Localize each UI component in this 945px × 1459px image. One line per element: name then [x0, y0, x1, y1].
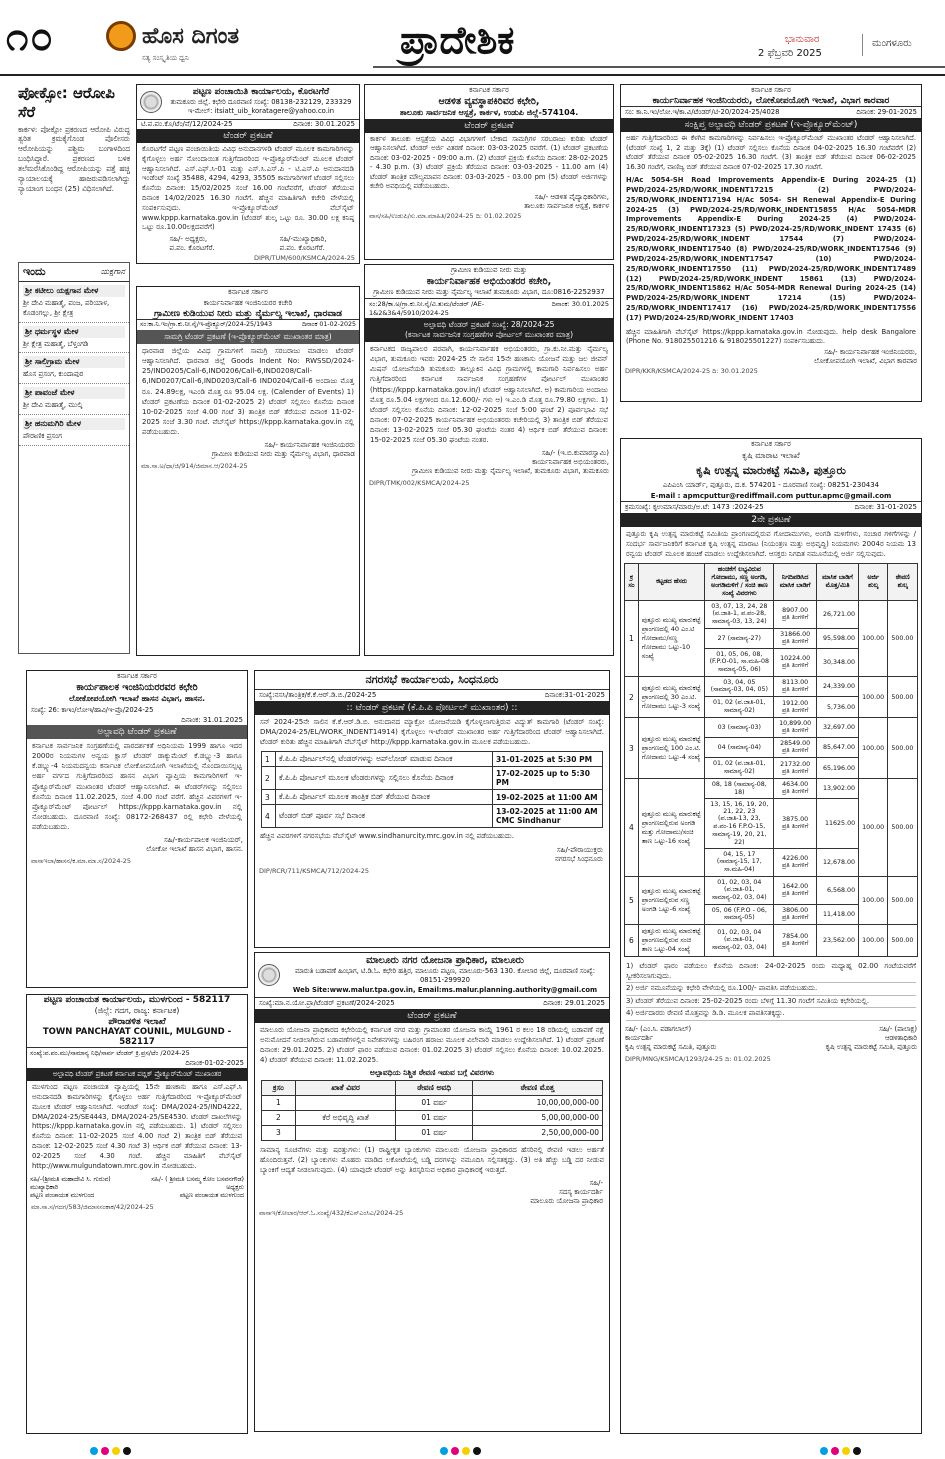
- ad-bar: ಟೆಂಡರ್ ಪ್ರಕಟಣೆ: [137, 129, 359, 143]
- building-name: ಪುತ್ತೂರು ಮುಖ್ಯ ಮಾರುಕಟ್ಟೆ ಪ್ರಾಂಗಣದಲ್ಲಿ 100 ಎಂ.ಟಿ. ಗೋದಾಮು ಒಟ್ಟು-4 ಸಂಖ್ಯೆ: [638, 718, 705, 779]
- ad-ref: ಸಂ:ಕಾ.ನಿ.ಇಂ/ಗ್ರಾ.ಕು.ನೀ.ನೈ/ಇ-ಪ್ರೊಕ್ಯೂರ್/2024-25/1943: [140, 321, 273, 328]
- ad-works-list: H/Ac 5054-SH Road Improvements Appendix-E During 2024-25 (1) PWD/2024-25/RD/WORK_INDENT17215 (2) PWD/2024-25/RD/WORK_INDENT17194 H/Ac 5054- SH Renewal Appendix-E During 2024-25 (3) PWD/2024-25/RD/WORK_INDENT15855 H/Ac 5054-MDR Improvements Appendix-E During 2024-25 (4) PWD/2024-25/RD/WORK_INDENT17323 (5) PWD/2024-25/RD/WORK_INDENT 17435 (6) PWD/2024-25/RD/WORK_INDENT 17544 (7) PWD/2024-25/RD/WORK_INDENT17540 (8) PWD/2024-25/RD/WORK_INDENT17546 (9) PWD/2024-25/RD/WORK_INDENT17547 (10) PWD/2024-25/RD/WORK_INDENT17550 (11) PWD/2024-25/RD/WORK_INDENT17489 (12) PWD/2024-25/RD/WORK_INDENT 15861 (13) PWD/2024-25/RD/WORK_INDENT15862 H/Ac 5054-MDR Renewal During 2024-25 (14) PWD/2024-25/RD/WORK_INDENT 17214 (15) PWD/2024-25/RD/WORK_INDENT17417 (16) PWD/2024-25/RD/WORK_INDENT17556 (17) PWD/2024-25/RD/WORK_INDENT 17403: [626, 176, 916, 322]
- event-item: [19, 384, 129, 415]
- section-title: ಪ್ರಾದೇಶಿಕ: [400, 18, 515, 62]
- ad-signature: ಸಹಿ/-ಪೌರಾಯುಕ್ತರು ನಗರಸಭೆ ಸಿಂಧನೂರು: [554, 845, 603, 863]
- ad-dharwad-water: [136, 286, 360, 656]
- application-fee: 100.00: [859, 877, 888, 925]
- ad-org: ನಗರಸಭೆ ಕಾರ್ಯಾಲಯ, ಸಿಂಧನೂರು: [365, 673, 499, 686]
- row-number: 1: [625, 601, 639, 677]
- ad-address: ತುಮಕೂರು ಜಿಲ್ಲೆ. ಕಛೇರಿ ದೂರವಾಣಿ ಸಂಖ್ಯೆ: 08138-232129, 233329 ಇ-ಮೇಲ್: itsiatt_uib_koratagere@yahoo.co.in: [170, 98, 352, 115]
- table-heading: ಅಲ್ಪಾವಧಿಯ ನಿಶ್ಚಿತ ಠೇವಣಿ ಇಡುವ ಬಗ್ಗೆ ವಿವರಗಳು: [369, 1067, 495, 1077]
- rent-limit: 24,339.00: [816, 677, 858, 697]
- event-item: [19, 323, 129, 354]
- ad-address: ಲೋಕೋಪಯೋಗಿ ಇಲಾಖೆ ಹಾಸನ ವಿಭಾಗ, ಹಾಸನ.: [68, 694, 206, 703]
- schedule-label: ಕೆ.ಪಿ.ಪಿ ಪೋರ್ಟಲ್ ಮೂಲಕ ತಾಂತ್ರಿಕ ಬಿಡ್ ತೆರೆಯುವ ದಿನಾಂಕ: [276, 790, 493, 805]
- events-heading: ಇಂದು: [23, 265, 46, 278]
- ad-mulgund: [26, 994, 248, 1434]
- unit-details: 05, 06 (F.P.O - 06, ಸಾಮಾನ್ಯ-05): [705, 905, 774, 925]
- unit-details: 03, 04, 05 (ಸಾಮಾನ್ಯ-03, 04, 05): [705, 677, 774, 697]
- ad-body: ಮುಳಗುಂದ ಪಟ್ಟಣ ಪಂಚಾಯತ ವ್ಯಾಪ್ತಿಯಲ್ಲಿ 15ನೇ ಹಣಕಾಸು ಹಾಗೂ ಎಸ್.ಎಫ್.ಸಿ ಅನುದಾನದಡಿ ಕಾಮಗಾರಿಗಳನ್ನು ಕೈಗೊಳ್ಳಲು ಅರ್ಹ ಗುತ್ತಿಗೆದಾರರಿಂದ ಇ-ಪ್ರೊಕ್ಯೂರ್‌ಮೆಂಟ್ ಮೂಲಕ ಟೆಂಡರ್ ಆಹ್ವಾನಿಸಲಾಗಿದೆ. ಇಂಡೆಂಟ್ ಸಂಖ್ಯೆ: DMA/2024-25/IND4222, DMA/2024-25/SE4443, DMA/2024-25/SE4530. ಟೆಂಡರ್ ದಾಖಲೆಗಳನ್ನು https://kppp.karnataka.gov.in ನಲ್ಲಿ ಪಡೆಯಬಹುದು. 1) ಟೆಂಡರ್ ಸಲ್ಲಿಸಲು ಕೊನೆಯ ದಿನಾಂಕ: 11-02-2025 ಸಂಜೆ 4.00 ಗಂಟೆ 2) ತಾಂತ್ರಿಕ ಬಿಡ್ ತೆರೆಯುವ ದಿನಾಂಕ: 12-02-2025 ಸಂಜೆ 4.30 ಗಂಟೆ 3) ಆರ್ಥಿಕ ಬಿಡ್ ತೆರೆಯುವ ದಿನಾಂಕ: 13-02-2025 ಸಂಜೆ 4.30 ಗಂಟೆ. ಹೆಚ್ಚಿನ ಮಾಹಿತಿಗೆ ವೆಬ್‌ಸೈಟ್ http://www.mulgundatown.mrc.gov.in ನೋಡಬಹುದು.: [32, 1083, 242, 1170]
- logo-name: ಹೊಸ ದಿಗಂತ: [142, 23, 240, 49]
- ad-body: ಸನ್ 2024-25ನೇ ಸಾಲಿನ ಕೆ.ಕೆ.ಆರ್.ಡಿ.ಬಿ. ಅನುದಾನದ ಮ್ಯಾಕ್ರೋ ಯೋಜನೆಯಡಿ ಕೈಗೊಳ್ಳಲಾಗುತ್ತಿರುವ ವಿದ್ಯುತ್ ಕಾಮಗಾರಿ (ಟೆಂಡರ್ ಸಂಖ್ಯೆ: DMA/2024-25/EL/WORK_INDENT14914) ಕೈಗೊಳ್ಳಲು ಇ-ಟೆಂಡರ್ ಮುಖಾಂತರ ಅರ್ಹ ಗುತ್ತಿಗೆದಾರರಿಂದ ಟೆಂಡರ್ ಆಹ್ವಾನಿಸಲಾಗಿದೆ. ಟೆಂಡರ್ ಕುರಿತು ಹೆಚ್ಚಿನ ಮಾಹಿತಿಗಾಗಿ ವೆಬ್‌ಸೈಟ್ http://kppp.karnataka.gov.in ಮೂಲಕ ಪಡೆಯಬಹುದು.: [260, 718, 604, 747]
- logo-tagline: ಸತ್ಯ ಸಂಸ್ಕೃತಿಯ ಧ್ವನಿ: [142, 54, 189, 62]
- table-header: ಠೇವಣಿ ಮೊತ್ತ: [472, 1080, 602, 1095]
- ad-body: ಕಾರ್ಕಳ ತಾಲೂಕು ಆಸ್ಪತ್ರೆಯ ವಿವಿಧ ವಿಭಾಗಗಳಿಗೆ ಬೇಕಾದ ಸಾಮಗ್ರಿಗಳ ಸರಬರಾಜು ಕುರಿತು ಟೆಂಡರ್ ಆಹ್ವಾನಿಸಲಾಗಿದೆ. ಟೆಂಡರ್ ಅರ್ಜಿ ವಿತರಣೆ ದಿನಾಂಕ: 03-03-2025 ರವರೆಗೆ. (1) ಟೆಂಡರ್ ಪ್ರಕಟಣೆಯ ದಿನಾಂಕ: 03-02-2025 - 09:00 a.m. (2) ಟೆಂಡರ್ ಪ್ರಕ್ರಿಯೆ ಕೊನೆಯ ದಿನಾಂಕ: 28-02-2025 - 4.30 p.m. (3) ಟೆಂಡರ್ ಪ್ರಕ್ರಿಯೆ ತೆರೆಯುವ ದಿನಾಂಕ: 03-03-2025 - 11.00 am (4) ಟೆಂಡರ್ ತಾಂತ್ರಿಕ ಮೌಲ್ಯಮಾಪನ ದಿನಾಂಕ: 03-03-2025 - 03.00 pm (5) ಟೆಂಡರ್ ಅರ್ಜಿಗಳನ್ನು ಕಚೇರಿ ಅವಧಿಯಲ್ಲಿ ಪಡೆಯಬಹುದು.: [370, 135, 608, 190]
- newspaper-logo[interactable]: [106, 18, 306, 62]
- rent-limit: 6,568.00: [816, 877, 858, 905]
- table-header: ಅರ್ಜಿ ಶುಲ್ಕ: [859, 564, 888, 601]
- event-title: ಶ್ರೀ ಪಾವಂಜೆ ಮೇಳ: [23, 387, 125, 399]
- ad-ref: ಸಂಖ್ಯೆ:ಪ.ಪಂ.ಮು/ಸಾಮಾನ್ಯ ನಿಧಿ/ಸಾರ್ವ ಟೆಂಡರ್ ಕ್ರಿ.ಪ್ರಸ/ಟೆಂ /2024-25: [27, 1047, 247, 1059]
- ad-org: ಮಾಲೂರು ನಗರ ಯೋಜನಾ ಪ್ರಾಧಿಕಾರ, ಮಾಲೂರು: [366, 955, 524, 966]
- ad-footer: ವಾಸಾಇಲಾ/ಹಾಸನ/ಕ.ಮಾ.ಮಾ.ಸ/2024-25: [31, 857, 132, 866]
- schedule-value: 13-02-2025 at 11:00 AM CMC Sindhanur: [493, 805, 603, 828]
- table-cell: 5,00,00,000-00: [472, 1110, 602, 1125]
- schedule-row: [262, 752, 603, 767]
- ad-address: ತಾಲೂಕು ಸಾರ್ವಜನಿಕ ಆಸ್ಪತ್ರೆ, ಕಾರ್ಕಳ, ಉಡುಪಿ ಜಿಲ್ಲೆ-574104.: [399, 108, 579, 117]
- monthly-rent: 31866.00 ಪ್ರತಿ ತಿಂಗಳಿಗೆ: [774, 629, 817, 649]
- monthly-rent: 4634.00 ಪ್ರತಿ ತಿಂಗಳಿಗೆ: [774, 779, 817, 799]
- page-number: ೧೦: [6, 14, 55, 60]
- table-cell: 2: [262, 1110, 296, 1125]
- ad-ref: ಟಿ.ಪ.ಪಂ.ಕೊ/ಟೆಂ/ವೆ/12/2024-25: [141, 120, 233, 128]
- ad-org: ಆಡಳಿತ ವ್ಯವಸ್ಥಾಪಕಿರಿವರ ಕಛೇರಿ,: [438, 96, 540, 107]
- row-number: 3: [625, 718, 639, 779]
- building-name: ಪುತ್ತೂರು ಮುಖ್ಯ ಮಾರುಕಟ್ಟೆ ಪ್ರಾಂಗಣದಲ್ಲಿ 30 ಎಂ.ಟಿ. ಗೋದಾಮು ಒಟ್ಟು-3 ಸಂಖ್ಯೆ: [638, 677, 705, 718]
- ad-signature-left: ಸಹಿ/- ಅಧ್ಯಕ್ಷರು, ಪ.ಪಂ. ಕೊರಟಗೆರೆ.: [169, 235, 215, 253]
- table-cell: ಕೆರೆ ಅಭಿವೃದ್ಧಿ ಖಾತೆ: [295, 1110, 396, 1125]
- ad-signature-right: ಸಹಿ/- ( ಶ್ರೀಮತಿ ಬಸಮ್ಮ ಕೋಂ ಬಸವನಗೌಡ) ಅಧ್ಯಕ್ಷರು ಪಟ್ಟಣ ಪಂಚಾಯತ ಮುಳಗುಂದ: [151, 1175, 244, 1199]
- unit-details: 01, 02 (ಪ.ಜಾತಿ-01, ಸಾಮಾನ್ಯ-02): [705, 697, 774, 718]
- ad-sindhanur: [254, 670, 610, 948]
- schedule-table: [261, 751, 603, 828]
- building-name: ಪುತ್ತೂರು ಮುಖ್ಯ ಮಾರುಕಟ್ಟೆ ಪ್ರಾಂಗಣದಲ್ಲಿ 40 ಎಂ.ಟಿ ಗೋದಾಮು/ಸಣ್ಣ ಗೋದಾಮು ಒಟ್ಟು-10 ಸಂಖ್ಯೆ: [638, 601, 705, 677]
- ad-bar: 2ನೇ ಪ್ರಕಟಣೆ: [621, 513, 921, 527]
- table-header: ನಿಗದಿಪಡಿಸಿದ ಮಾಸಿಕ ಬಾಡಿಗೆ: [774, 564, 817, 601]
- table-cell: 1: [262, 1095, 296, 1110]
- ad-footer: DIPR/TMK/002/KSMCA/2024-25: [369, 479, 470, 488]
- row-number: 6: [625, 925, 639, 957]
- news-body: ಕಾರ್ಕಳ: ಪೋಕ್ಸೋ ಪ್ರಕರಣದ ಆರೋಪಿ ವಿರುದ್ಧ ತ್ವರಿತ ಕ್ರಮಕೈಗೊಂಡ ಪೊಲೀಸರು ಆರೋಪಿಯನ್ನು ಪಶ್ಚಿಮ ಬಂಗಾಳದಿಂದ ಬಂಧಿಸಿದ್ದಾರೆ. ಪ್ರಕರಣದ ಬಳಿಕ ತಲೆಮರೆಸಿಕೊಂಡಿದ್ದ ಆರೋಪಿಯನ್ನು ಪತ್ತೆ ಹಚ್ಚಿ ನ್ಯಾಯಾಲಯಕ್ಕೆ ಹಾಜರುಪಡಿಸಲಾಗಿದ್ದು ನ್ಯಾಯಾಂಗ ಬಂಧನ (25) ವಿಧಿಸಲಾಗಿದೆ.: [18, 124, 130, 193]
- title-underline: [373, 66, 945, 68]
- ad-body: ಅರ್ಹ ಗುತ್ತಿಗೆದಾರರಿಂದ ಈ ಕೆಳಗಿನ ಕಾಮಗಾರಿಗಳನ್ನು ನಿರ್ವಹಿಸಲು ಇ-ಪ್ರೊಕ್ಯೂರ್‌ಮೆಂಟ್ ಮುಖಾಂತರ ಟೆಂಡರ್ ಆಹ್ವಾನಿಸಲಾಗಿದೆ. (ಟೆಂಡರ್ ಸಂಖ್ಯೆ 1, 2 ಮತ್ತು 3ಕ್ಕೆ) (1) ಟೆಂಡರ್ ಸಲ್ಲಿಸಲು ಕೊನೆಯ ದಿನಾಂಕ 04-02-2025 16.30 ಗಂಟೆವರೆಗೆ (2) ಟೆಂಡರ್ ತೆರೆಯುವ ದಿನಾಂಕ 05-02-2025 16.30 ಗಂಟೆಗೆ. (3) ತಾಂತ್ರಿಕ ಬಿಡ್ ತೆರೆಯುವ ದಿನಾಂಕ 06-02-2025 16.30 ಗಂಟೆಗೆ, ವಾಣಿಜ್ಯ ಬಿಡ್ ತೆರೆಯುವ ದಿನಾಂಕ 07-02-2025 17.30 ಗಂಟೆಗೆ.: [626, 134, 916, 171]
- event-item: [19, 353, 129, 384]
- schedule-number: 2: [262, 767, 276, 790]
- table-header: ಠೇವಣಿ ಅವಧಿ: [396, 1080, 472, 1095]
- ad-bar: :: ಟೆಂಡರ್ ಪ್ರಕಟಣೆ (ಕೆ.ಪಿ.ಪಿ ಪೋರ್ಟಲ್ ಮುಖಾಂತರ) ::: [255, 701, 609, 715]
- rent-limit: 65,196.00: [816, 758, 858, 779]
- application-fee: 100.00: [859, 779, 888, 877]
- date-label: 2 ಫೆಬ್ರವರಿ 2025: [758, 48, 822, 59]
- condition-item: 2) ಅರ್ಜಿ ನಮೂನೆಯನ್ನು ಕಛೇರಿ ವೇಳೆಯಲ್ಲಿ ರೂ.100/- ಪಾವತಿಸಿ ಪಡೆಯಬಹುದು.: [626, 983, 916, 995]
- ad-sub: ಕಾರ್ಯನಿರ್ವಾಹಕ ಇಂಜಿನಿಯರರ ಕಚೇರಿ: [203, 299, 293, 307]
- ad-date: ದಿನಾಂಕ:31-01-2025: [544, 691, 605, 699]
- unit-details: 01, 05, 06, 08, (F.P.O-01, ಸಾ.ಮಹಿ-08 ಸಾಮಾನ್ಯ-05, 06): [705, 649, 774, 677]
- ad-body: ಕೊರಟಗೆರೆ ಪಟ್ಟಣ ಪಂಚಾಯಿತಿಯ ವಿವಿಧ ಅನುದಾನಗಳಡಿ ಟೆಂಡರ್ ಮೂಲಕ ಕಾಮಗಾರಿಗಳನ್ನು ಕೈಗೊಳ್ಳಲು ಅರ್ಹ ನೋಂದಾಯಿತ ಗುತ್ತಿಗೆದಾರರಿಂದ ಇ-ಪ್ರೊಕ್ಯೂರ್‌ಮೆಂಟ್ ಮೂಲಕ ಟೆಂಡರ್ ಆಹ್ವಾನಿಸಲಾಗಿದೆ. ಎಸ್.ಎಫ್.ಸಿ-01 ಮತ್ತು ಎಸ್.ಸಿ.ಎಸ್.ಪಿ - ಟಿ.ಎಸ್.ಪಿ ಅನುದಾನದಡಿ ಇಂಡೆಂಟ್ ಸಂಖ್ಯೆ 35488, 4294, 4293, 35505 ಕಾಮಗಾರಿಗಳಿಗೆ ಟೆಂಡರ್ ಸಲ್ಲಿಸಲು ಕೊನೆಯ ದಿನಾಂಕ: 15/02/2025 ಸಂಜೆ 16.00 ಗಂಟೆವರೆಗೆ, ಟೆಂಡರ್ ತೆರೆಯುವ ದಿನಾಂಕ 14/02/2025 16.30 ಗಂಟೆಗೆ. ಹೆಚ್ಚಿನ ಮಾಹಿತಿಗಾಗಿ ಕಚೇರಿ ವೇಳೆಯಲ್ಲಿ ಸಂಪರ್ಕಿಸುವುದು. ಇ-ಪ್ರೊಕ್ಯೂರ್‌ಮೆಂಟ್ ವೆಬ್‌ಸೈಟ್ www.kppp.karnataka.gov.in (ಟೆಂಡರ್ ಶುಲ್ಕ ಒಟ್ಟು ರೂ. 30.00 ಲಕ್ಷ ಕನಿಷ್ಠ ಒಟ್ಟು ರೂ.10.00ಲಕ್ಷದವರೆಗೆ): [142, 145, 354, 232]
- ad-org: ಕಾರ್ಯಪಾಲಕ ಇಂಜಿನಿಯರರವರ ಕಛೇರಿ: [76, 682, 198, 693]
- ad-web: Web Site:www.malur.tpa.gov.in, Email:ms.malur.planning.authority@gmail.com: [292, 986, 598, 994]
- condition-item: 1) ಟೆಂಡರ್ ಫಾರಂ ಪಡೆಯಲು ಕೊನೆಯ ದಿನಾಂಕ: 24-02-2025 ರಂದು ಮಧ್ಯಾಹ್ನ 02.00 ಗಂಟೆಯವರೆಗೆ ಸ್ವೀಕರಿಸಲಾಗುವುದು.: [626, 961, 916, 983]
- ad-signature: ಸಹಿ/- ಕಾರ್ಯನಿರ್ವಾಹಕ ಇಂಜಿನಿಯರರು, ಲೋಕೋಪಯೋಗಿ ಇಲಾಖೆ, ವಿಭಾಗ ಕಾರವಾರ: [813, 348, 917, 366]
- ad-org: ಕಾರ್ಯನಿರ್ವಾಹಕ ಇಂಜಿನಿಯರರು, ಲೋಕೋಪಯೋಗಿ ಇಲಾಖೆ, ವಿಭಾಗ ಕಾರವಾರ: [652, 96, 890, 106]
- table-row: [625, 601, 918, 629]
- ad-sub: (ಜಿಲ್ಲೆ: ಗದಗ, ರಾಜ್ಯ: ಕರ್ನಾಟಕ): [94, 1006, 180, 1015]
- rent-limit: 5,736.00: [816, 697, 858, 718]
- ad-signature: ಸಹಿ/- ಸದಸ್ಯ ಕಾರ್ಯದರ್ಶಿ ಮಾಲೂರು ಯೋಜನಾ ಪ್ರಾಧಿಕಾರ: [530, 1178, 603, 1205]
- monthly-rent: 4226.00 ಪ್ರತಿ ತಿಂಗಳಿಗೆ: [774, 849, 817, 877]
- ad-ref: ಸಂಖ್ಯೆ: 26: ಕಾಇಂ/ಲೋಇ/ಹಾವಿ/ಇ-ಪ್ರೊ/2024-25: [31, 706, 154, 714]
- building-name: ಪುತ್ತೂರು ಮುಖ್ಯ ಮಾರುಕಟ್ಟೆ ಪ್ರಾಂಗಣದಲ್ಲಿರುವ ಸಣ್ಣ ಅಂಗಡಿ ಒಟ್ಟು-6 ಸಂಖ್ಯೆ: [638, 877, 705, 925]
- apmc-table: [624, 563, 918, 957]
- unit-details: 27 (ಸಾಮಾನ್ಯ-27): [705, 629, 774, 649]
- table-row: [262, 1110, 603, 1125]
- deposit-fee: 500.00: [888, 779, 918, 877]
- ad-koratagere: [136, 84, 360, 264]
- ad-ref: ಸಂಖ್ಯೆ:ನಸಸಿ/ತಾಂತ್ರಿಕ/ಕೆ.ಕೆ.ಆರ್.ಡಿ.ಬಿ./2024-25: [259, 691, 377, 699]
- row-number: 4: [625, 779, 639, 877]
- application-fee: 100.00: [859, 677, 888, 718]
- deposit-fee: 500.00: [888, 601, 918, 677]
- ad-org-english: TOWN PANCHAYAT COUNIL, MULGUND - 582117: [42, 1027, 232, 1047]
- ad-signature: ಸಹಿ/- ಆಡಳಿತ ವೈದ್ಯಾಧಿಕಾರಿಗಳು, ತಾಲೂಕು ಸಾರ್ವಜನಿಕ ಆಸ್ಪತ್ರೆ, ಕಾರ್ಕಳ: [524, 193, 609, 211]
- event-detail: ಶ್ರೀ ಕ್ಷೇತ್ರ ಮಹಾತ್ಮೆ, ಬೆಳ್ತಂಗಡಿ: [23, 339, 89, 348]
- unit-details: 03, 07, 13, 24, 28 (ಪ.ಜಾತಿ-1, ಪ.ಪಂ-28, ಸಾಮಾನ್ಯ-03, 13, 24): [705, 601, 774, 629]
- table-header: ಠೇವಣಿ ಶುಲ್ಕ: [888, 564, 918, 601]
- event-title: ಶ್ರೀ ಹನುಮಗಿರಿ ಮೇಳ: [23, 418, 125, 430]
- news-story: [18, 84, 130, 260]
- event-detail: ಶ್ರೀ ದೇವಿ ಮಹಾತ್ಮೆ, ಪಂಜ, ಪರಿಯಾಳ, ಕೊಡಂಗಲ್ಲು, ಶ್ರೀ ಕ್ಷೇತ್ರ: [23, 299, 110, 317]
- unit-details: 04 (ಸಾಮಾನ್ಯ-04): [705, 738, 774, 758]
- events-box: [18, 262, 130, 654]
- monthly-rent: 10,899.00 ಪ್ರತಿ ತಿಂಗಳಿಗೆ: [774, 718, 817, 738]
- ad-date: ದಿನಾಂಕ: 31.01.2025: [181, 716, 243, 724]
- monthly-rent: 28549.00 ಪ್ರತಿ ತಿಂಗಳಿಗೆ: [774, 738, 817, 758]
- ad-org: ಕಾರ್ಯನಿರ್ವಾಹಕ ಅಭಿಯಂತರರ ಕಚೇರಿ,: [426, 276, 552, 287]
- ad-address: ಗ್ರಾಮೀಣ ಕುಡಿಯುವ ನೀರು ಮತ್ತು ನೈರ್ಮಲ್ಯ ಇಲಾಖೆ ತುಮಕೂರು ವಿಭಾಗ, ದೂ:0816-2252937: [373, 288, 605, 296]
- schedule-value: 31-01-2025 at 5:30 PM: [493, 752, 603, 767]
- unit-details: 01, 02, 03, 04 (ಪ.ಜಾತಿ-01, ಸಾಮಾನ್ಯ-02, 03, 04): [705, 925, 774, 957]
- application-fee: 100.00: [859, 601, 888, 677]
- building-name: ಪುತ್ತೂರು ಮುಖ್ಯ ಮಾರುಕಟ್ಟೆ ಪ್ರಾಂಗಣದಲ್ಲಿರುವ ಸಂಚಿ ತಾಣ ಒಟ್ಟು-04 ಸಂಖ್ಯೆ: [638, 925, 705, 957]
- table-cell: 01 ವರ್ಷ: [396, 1125, 472, 1140]
- rent-limit: 32,697.00: [816, 718, 858, 738]
- ad-conditions: ಸಾಮಾನ್ಯ ಸೂಚನೆಗಳು ಮತ್ತು ಷರತ್ತುಗಳು: (1) ರಾಷ್ಟ್ರೀಕೃತ ಬ್ಯಾಂಕುಗಳು ಮಾಲೂರು ಯೋಜನಾ ಪ್ರಾಧಿಕಾರದ ಹೆಸರಿನಲ್ಲಿ ಠೇವಣಿ ಇಡಲು ಅರ್ಹತೆ ಹೊಂದಿರುತ್ತವೆ. (2) ಬ್ಯಾಂಕುಗಳು ಮೊಹರು ಮಾಡಿದ ಲಕೋಟೆಯಲ್ಲಿ ಬಡ್ಡಿ ದರಗಳನ್ನು ನಮೂದಿಸಿ ಸಲ್ಲಿಸತಕ್ಕದ್ದು. (3) ಅತಿ ಹೆಚ್ಚು ಬಡ್ಡಿ ದರ ನೀಡುವ ಬ್ಯಾಂಕಿಗೆ ಆದ್ಯತೆ ನೀಡಲಾಗುವುದು. (4) ಯಾವುದೇ ಟೆಂಡರ್ ಅನ್ನು ತಿರಸ್ಕರಿಸುವ ಅಧಿಕಾರ ಪ್ರಾಧಿಕಾರಕ್ಕೆ ಇರುತ್ತದೆ.: [260, 1145, 604, 1174]
- schedule-label: ಕೆ.ಪಿ.ಪಿ ಪೋರ್ಟಲ್‌ನಲ್ಲಿ ಟೆಂಡರ್‌ಗಳನ್ನು ಅಪ್‌ಲೋಡ್ ಮಾಡುವ ದಿನಾಂಕ: [276, 752, 493, 767]
- rent-limit: 95,598.00: [816, 629, 858, 649]
- ad-footer: ವಾಸ/ಸಹಿ/ಉಡುಪಿ/ಸು.ಮಾ.ಮಾಹಿತಿ/2024-25 ದಿ: 01.02.2025: [369, 212, 522, 221]
- ad-address: ಎಪಿಎಂಸಿ ಯಾರ್ಡ್, ಪುತ್ತೂರು, ದ.ಕ. 574201 - ದೂರವಾಣಿ ಸಂಖ್ಯೆ: 08251-230434: [662, 481, 880, 489]
- ad-org: ಗ್ರಾಮೀಣ ಕುಡಿಯುವ ನೀರು ಮತ್ತು ನೈರ್ಮಲ್ಯ ಇಲಾಖೆ, ಧಾರವಾಡ: [153, 309, 343, 319]
- conditions-list: [621, 959, 921, 1022]
- table-row: [625, 779, 918, 799]
- day-label: ಭಾನುವಾರ: [785, 34, 820, 45]
- masthead: [0, 0, 945, 76]
- event-item: [19, 282, 129, 323]
- ad-signature-right: ಸಹಿ/- (ಪಾಲಾಕ್ಷ) ಆಡಳಿತಾಧಿಕಾರಿ ಕೃಷಿ ಉತ್ಪನ್ನ ಮಾರುಕಟ್ಟೆ ಸಮಿತಿ, ಪುತ್ತೂರು: [825, 1024, 917, 1051]
- ad-ref: ಕ್ರಮಸಂಖ್ಯೆ: ಕೃಉಮಾಸ/ಮಾರು/ಅ.ಟೆ: 1473 :2024-25: [625, 503, 764, 511]
- print-registration-marks: [820, 1447, 861, 1455]
- news-headline: ಪೋಕ್ಸೋ: ಆರೋಪಿ ಸೆರೆ: [18, 84, 115, 121]
- ad-state: ಕರ್ನಾಟಕ ಸರ್ಕಾರ: [117, 672, 157, 680]
- application-fee: 100.00: [859, 925, 888, 957]
- monthly-rent: 1912.00 ಪ್ರತಿ ತಿಂಗಳಿಗೆ: [774, 697, 817, 718]
- ad-body: ಧಾರವಾಡ ಜಿಲ್ಲೆಯ ವಿವಿಧ ಗ್ರಾಮಗಳಿಗೆ ಸಾಮಗ್ರಿ ಸರಬರಾಜು ಮಾಡಲು ಟೆಂಡರ್ ಆಹ್ವಾನಿಸಲಾಗಿದೆ. ಧಾರವಾಡ ಜಿಲ್ಲೆ Goods Indent No: RWSSD/2024-25/IND0205/Call-6,IND0206/Call-6,IND0208/Call-6,IND0207/Call-6,IND0203/Call-6 IND0204/Call-6 ಅಂದಾಜು ಮೊತ್ತ ರೂ. 24.89ಲಕ್ಷ, ಇಎಂಡಿ ಮೊತ್ತ ರೂ 95.04 ಲಕ್ಷ. (Calender of Events) 1) ಟೆಂಡರ್ ಪ್ರಕಟಣೆಯ ದಿನಾಂಕ 01-02-2025 2) ಟೆಂಡರ್ ಸಲ್ಲಿಸಲು ಕೊನೆಯ ದಿನಾಂಕ 10-02-2025 ಸಂಜೆ 4.00 ಗಂಟೆ 3) ತಾಂತ್ರಿಕ ಬಿಡ್ ತೆರೆಯುವ ದಿನಾಂಕ 11-02-2025 ಸಂಜೆ 3.30 ಗಂಟೆ. ವೆಬ್‌ಸೈಟ್ https://kppp.karnataka.gov.in ನಲ್ಲಿ ಪಡೆಯಬಹುದು.: [142, 347, 354, 437]
- ad-signature: ಸಹಿ/- (ಇ.ಬಿ.ಕುಮಾರಸ್ವಾಮಿ) ಕಾರ್ಯನಿರ್ವಾಹಕ ಅಭಿಯಂತರರು, ಗ್ರಾಮೀಣ ಕುಡಿಯುವ ನೀರು ಮತ್ತು ನೈರ್ಮಲ್ಯ ಇಲಾಖೆ, ತುಮಕೂರು ವಿಭಾಗ, ತುಮಕೂರು: [412, 449, 609, 476]
- ad-apmc-puttur: [620, 438, 922, 1434]
- ad-bar: ಅಲ್ಪಾವಧಿ ಟೆಂಡರ್ ಪ್ರಕಟಣೆ ಕರ್ನಾಟಕ ಪಬ್ಲಿಕ್ ಪ್ರೊಕ್ಯೂರ್‌ಮೆಂಟ್ ಮುಖಾಂತರ: [27, 1068, 247, 1081]
- ad-signature-left: ಸಹಿ/- (ಎಂ.ಸಿ. ಪಡಾಗಲಾಲ್) ಕಾರ್ಯದರ್ಶಿ ಕೃಷಿ ಉತ್ಪನ್ನ ಮಾರುಕಟ್ಟೆ ಸಮಿತಿ, ಪುತ್ತೂರು: [625, 1024, 717, 1051]
- application-fee: 100.00: [859, 718, 888, 779]
- schedule-row: [262, 767, 603, 790]
- ad-date: ದಿನಾಂಕ: 31-01-2025: [854, 503, 917, 511]
- ad-date: ದಿನಾಂಕ: 29.01.2025: [543, 999, 605, 1007]
- ad-bar: ಟೆಂಡರ್ ಪ್ರಕಟಣೆ: [255, 1009, 609, 1023]
- rent-limit: 85,647.00: [816, 738, 858, 758]
- ad-malur-planning: [254, 952, 610, 1432]
- table-cell: 01 ವರ್ಷ: [396, 1110, 472, 1125]
- row-number: 5: [625, 877, 639, 925]
- table-cell: [295, 1125, 396, 1140]
- ad-state: ಕರ್ನಾಟಕ ಸರ್ಕಾರ: [751, 440, 791, 448]
- ad-state: ಗ್ರಾಮೀಣ ಕುಡಿಯುವ ನೀರು ಮತ್ತು: [451, 266, 527, 274]
- ad-bar: ಸಾಮಗ್ರಿ ಟೆಂಡರ್ ಪ್ರಕಟಣೆ (ಇ-ಪ್ರೊಕ್ಯೂರ್‌ಮೆಂಟ್ ಮುಖಾಂತರ ಮಾತ್ರ): [137, 330, 359, 344]
- unit-details: 03 (ಸಾಮಾನ್ಯ-03): [705, 718, 774, 738]
- monthly-rent: 21732.00 ಪ್ರತಿ ತಿಂಗಳಿಗೆ: [774, 758, 817, 779]
- schedule-label: ಟೆಂಡರ್ ಬಿಡ್ ಪೂರ್ವ ಸಭೆ ದಿನಾಂಕ: [276, 805, 493, 828]
- unit-details: 01, 02 (ಪ.ಜಾತಿ-01, ಸಾಮಾನ್ಯ-02): [705, 758, 774, 779]
- deposit-fee: 500.00: [888, 718, 918, 779]
- building-name: ಪುತ್ತೂರು ಮುಖ್ಯ ಮಾರುಕಟ್ಟೆ ಪ್ರಾಂಗಣದಲ್ಲಿರುವ ಅಂಗಡಿ ಮತ್ತು ಗೋದಾಮು/ಸಂಚಿ ತಾಣ ಒಟ್ಟು-16 ಸಂಖ್ಯೆ: [638, 779, 705, 877]
- ad-address: ಮಾರುತಿ ಬಡಾವಣೆ ಹಿಂಭಾಗ, ಟಿ.ಡಿ.ಓ. ಕಛೇರಿ ಹತ್ತಿರ, ಮಾಲೂರು ಪಟ್ಟಣ, ಮಾಲೂರು-563 130. ಕೋಲಾರ ಜಿಲ್ಲೆ, ದೂರವಾಣಿ ಸಂಖ್ಯೆ: 08151-299920: [295, 967, 595, 984]
- masthead-divider: [862, 34, 863, 56]
- ad-footer: DIPR/TUM/600/KSMCA/2024-25: [253, 254, 355, 263]
- ad-email: E-mail : apmcputtur@rediffmail.com puttur.apmc@gmail.com: [650, 492, 892, 500]
- deposit-table: [261, 1080, 603, 1141]
- deposit-fee: 500.00: [888, 925, 918, 957]
- event-title: ಶ್ರೀ ಸಾಲಿಗ್ರಾಮ ಮೇಳ: [23, 356, 125, 368]
- event-title: ಶ್ರೀ ಕಟೀಲು ಯಕ್ಷಗಾನ ಮೇಳ: [23, 285, 125, 297]
- table-header: ಕಟ್ಟಡದ ಹೆಸರು: [638, 564, 705, 601]
- rent-limit: 11625.00: [816, 799, 858, 849]
- ad-dept: ಕೃಷಿ ಮಾರಾಟ ಇಲಾಖೆ: [742, 451, 800, 460]
- event-detail: ಶ್ರೀ ದೇವಿ ಮಹಾತ್ಮೆ, ಮುಲ್ಕಿ: [23, 401, 83, 410]
- ad-date: ದಿನಾಂಕ: 29-01-2025: [856, 108, 917, 116]
- unit-details: 01, 02, 03, 04 (ಪ.ಜಾತಿ-01, ಸಾಮಾನ್ಯ-02, 03, 04): [705, 877, 774, 905]
- table-row: [625, 877, 918, 905]
- event-item: [19, 415, 129, 446]
- monthly-rent: 10224.00 ಪ್ರತಿ ತಿಂಗಳಿಗೆ: [774, 649, 817, 677]
- ad-signature: ಸಹಿ/- ಕಾರ್ಯನಿರ್ವಾಹಕ ಇಂಜಿನಿಯರರು ಗ್ರಾಮೀಣ ಕುಡಿಯುವ ನೀರು ಮತ್ತು ನೈರ್ಮಲ್ಯ ವಿಭಾಗ, ಧಾರವಾಡ: [211, 441, 355, 459]
- schedule-value: 17-02-2025 up to 5:30 PM: [493, 767, 603, 790]
- ad-bar: ಅಲ್ಪಾವಧಿ ಟೆಂಡರ್ ಪ್ರಕಟಣೆ ಸಂಖ್ಯೆ: 28/2024-25 (ಕರ್ನಾಟಕ ಸಾರ್ವಜನಿಕ ಸಂಗ್ರಹಣೆಗಳ ಪೋರ್ಟಲ್ ಮುಖಾಂತರ ಮಾತ್ರ): [365, 318, 613, 342]
- ad-org: ಪಟ್ಟಣ ಪಂಚಾಯಿತಿ ಕಾರ್ಯಾಲಯ, ಕೊರಟಗೆರೆ: [192, 87, 330, 97]
- table-header: ಹಂಚಿಕೆಗೆ ಲಭ್ಯವಿರುವ ಗೋದಾಮು, ಸಣ್ಣ ಅಂಗಡಿ, ಅಂಗಡಿಮಳಿಗೆ / ಸಂಚಿ ತಾಣ ಸಂಖ್ಯೆ ವಿವರಗಳು: [705, 564, 774, 601]
- state-emblem-icon: [258, 964, 280, 986]
- table-cell: 3: [262, 1125, 296, 1140]
- ad-note: ಹೆಚ್ಚಿನ ಮಾಹಿತಿಗಾಗಿ ವೆಬ್‌ಸೈಟ್ https://kppp.karnataka.gov.in ನೋಡುವುದು. help desk Bangalore (Phone No. 918025501216 & 918025501227) ಸಂಪರ್ಕಿಸಬಹುದು.: [626, 327, 916, 345]
- ad-state: ಕರ್ನಾಟಕ ಸರ್ಕಾರ: [469, 86, 509, 94]
- schedule-value: 19-02-2025 at 11:00 AM: [493, 790, 603, 805]
- deposit-fee: 500.00: [888, 677, 918, 718]
- table-row: [625, 677, 918, 697]
- schedule-number: 1: [262, 752, 276, 767]
- ad-body: ಪುತ್ತೂರು ಕೃಷಿ ಉತ್ಪನ್ನ ಮಾರುಕಟ್ಟೆ ಸಮಿತಿಯ ಪ್ರಾಂಗಣದಲ್ಲಿರುವ ಗೋದಾಮುಗಳು, ಅಂಗಡಿ ಮಳಿಗೆಗಳು, ಸಂಚಾರ ಗಳಿಗೆಗಳನ್ನು / ಸಂದರ್ಭ ಸಾರ್ವಜನಿಕರಿಗೆ ಕರ್ನಾಟಕ ಕೃಷಿ ಉತ್ಪನ್ನ ಮಾರಾಟ (ನಿಯಂತ್ರಣ ಮತ್ತು ಅಭಿವೃದ್ಧಿ) ನಿಯಮಗಳು 2004ರ ನಿಯಮ 13 ರನ್ವಯ ಟೆಂಡರ್ ಮೂಲಕ ಹಂಚಿಕೆ ಮಾಡಲು ಉದ್ದೇಶಿಸಲಾಗಿದೆ. ಆಸಕ್ತರು ನಿಗದಿತ ನಮೂನೆಯಲ್ಲಿ ಅರ್ಜಿ ಸಲ್ಲಿಸುವುದು.: [626, 530, 916, 559]
- print-registration-marks: [440, 1447, 481, 1455]
- table-row: [625, 718, 918, 738]
- ad-footer: DIP/RCR/711/KSMCA/712/2024-25: [259, 866, 369, 875]
- ad-pwd-hassan: [26, 670, 248, 988]
- deposit-fee: 500.00: [888, 877, 918, 925]
- monthly-rent: 8907.00 ಪ್ರತಿ ತಿಂಗಳಿಗೆ: [774, 601, 817, 629]
- ad-karkala-hospital: [364, 84, 614, 260]
- monthly-rent: 3875.00 ಪ್ರತಿ ತಿಂಗಳಿಗೆ: [774, 799, 817, 849]
- event-detail: ಹೊಸ ಪ್ರಸಂಗ, ಕುಂದಾಪುರ: [23, 370, 84, 379]
- state-emblem-icon: [140, 91, 162, 113]
- ad-footer: ವಾಸಾಇ/ಕೋಲಾರ/ಆರ್.ಓ.ಸಂಖ್ಯೆ/432/ಕೆಎಸ್‌ಎಂಸಿಎ/2024-25: [259, 1208, 404, 1217]
- ad-bar: ಸಂಕ್ಷಿಪ್ತ ಅಲ್ಪಾವಧಿ ಟೆಂಡರ್ ಪ್ರಕಟಣೆ (ಇ-ಪ್ರೊಕ್ಯೂರ್‌ಮೆಂಟ್): [621, 118, 921, 132]
- ad-body: ಕರ್ನಾಟಕದ ರಾಜ್ಯಪಾಲರ ಪರವಾಗಿ, ಕಾರ್ಯನಿರ್ವಾಹಕ ಅಭಿಯಂತರರು, ಗ್ರಾ.ಕು.ನೀ.ಮತ್ತು ನೈರ್ಮಲ್ಯ ವಿಭಾಗ, ತುಮಕೂರು ಇವರು 2024-25 ನೇ ಸಾಲಿನ 15ನೇ ಹಣಕಾಸು ಯೋಜನೆ ಮತ್ತು ಜಲ ಜೀವನ್ ಮಿಷನ್ ಯೋಜನೆಯಡಿ ತುಮಕೂರು ತಾಲ್ಲೂಕಿನ ವಿವಿಧ ಗ್ರಾಮಗಳಲ್ಲಿ ಕಾಮಗಾರಿ ನಿರ್ವಹಿಸಲು ಅರ್ಹ ಗುತ್ತಿಗೆದಾರರಿಂದ ಕರ್ನಾಟಕ ಸಾರ್ವಜನಿಕ ಸಂಗ್ರಹಣೆಗಳ ಪೋರ್ಟಲ್ ಮುಖಾಂತರ (https://kppp.karnataka.gov.in/) ಟೆಂಡರ್ ಆಹ್ವಾನಿಸಲಾಗಿದೆ. ಅ) ಕಾಮಗಾರಿಯ ಅಂದಾಜು ಮೊತ್ತ ರೂ.5.04 ಲಕ್ಷಗಳಿಂದ ರೂ.12.600/- ಗಳು ಆ) ಇ.ಎಂ.ಡಿ ಮೊತ್ತ ರೂ.79.80 ಲಕ್ಷಗಳು. 1) ಟೆಂಡರ್ ಸಲ್ಲಿಸಲು ಕೊನೆಯ ದಿನಾಂಕ: 12-02-2025 ಸಂಜೆ 5:00 ಘಂಟೆ 2) ಪೂರ್ವಭಾವಿ ಸಭೆ ದಿನಾಂಕ: 07-02-2025 ಕಾರ್ಯನಿರ್ವಾಹಕ ಅಭಿಯಂತರರು ಕಚೇರಿಯಲ್ಲಿ 3) ತಾಂತ್ರಿಕ ಬಿಡ್ ತೆರೆಯುವ ದಿನಾಂಕ: 13-02-2025 ಸಂಜೆ 05.30 ಘಂಟೆಯ ನಂತರ 4) ಆರ್ಥಿಕ ಬಿಡ್ ತೆರೆಯುವ ದಿನಾಂಕ: 15-02-2025 ಸಂಜೆ 05.30 ಘಂಟೆಯ ನಂತರ.: [370, 345, 608, 445]
- table-row: [625, 925, 918, 957]
- ad-pwd-karwar: [620, 84, 922, 402]
- rent-limit: 30,348.00: [816, 649, 858, 677]
- schedule-number: 3: [262, 790, 276, 805]
- ad-date: ದಿನಾಂಕ: 30.01.2025: [293, 120, 355, 128]
- unit-details: 08, 18 (ಸಾಮಾನ್ಯ-08, 18): [705, 779, 774, 799]
- monthly-rent: 8113.00 ಪ್ರತಿ ತಿಂಗಳಿಗೆ: [774, 677, 817, 697]
- table-cell: 01 ವರ್ಷ: [396, 1095, 472, 1110]
- rent-limit: 23,562.00: [816, 925, 858, 957]
- rent-limit: 26,721.00: [816, 601, 858, 629]
- ad-date: ದಿನಾಂಕ: 30.01.2025: [551, 300, 609, 308]
- ad-dept: ಪೌರಾಡಳಿತ ಇಲಾಖೆ: [108, 1017, 166, 1027]
- ad-ref: ಸಂ:28/ಕಾ.ಅ/ಗ್ರಾ.ಕು.ನೀ.ನೈ/ವಿ.ತುಮ/ಟೆಂಡರ್ /AE-1&2&3&4/5910/2024-25: [369, 300, 485, 317]
- events-list: [19, 282, 129, 446]
- unit-details: 04, 15, 17 (ಸಾಮಾನ್ಯ-15, 17, ಸಾ.ಮಹಿ-04): [705, 849, 774, 877]
- table-header: ಕ್ರಸಂ: [262, 1080, 296, 1095]
- schedule-label: ಕೆ.ಪಿ.ಪಿ ಪೋರ್ಟಲ್ ಮೂಲಕ ಟೆಂಡರುಗಳನ್ನು ಸಲ್ಲಿಸಲು ಕೊನೆಯ ದಿನಾಂಕ: [276, 767, 493, 790]
- table-header: ಮಾಸಿಕ ಬಾಡಿಗೆ ಮೊತ್ತ/ಮಿತಿ: [816, 564, 858, 601]
- table-cell: [295, 1095, 396, 1110]
- event-detail: ಪೌರಾಣಿಕ ಪ್ರಸಂಗ: [23, 431, 62, 440]
- ad-footer: DIPR/KKR/KSMCA/2024-25 ದಿ: 30.01.2025: [625, 367, 758, 376]
- table-header: ಕ್ರ ಸಂ: [625, 564, 639, 601]
- condition-item: 3) ಟೆಂಡರ್ ತೆರೆಯುವ ದಿನಾಂಕ: 25-02-2025 ರಂದು ಬೆಳಿಗ್ಗೆ 11.30 ಗಂಟೆಗೆ ಸಮಿತಿಯ ಕಛೇರಿಯಲ್ಲಿ.: [626, 996, 916, 1008]
- ad-footer: ಮಾ.ಸಾ.ಅ/ಧಾ/ಜಿ/914/ಜಿಮಾಸ.ಆ/2024-25: [141, 462, 248, 471]
- rent-limit: 11,418.00: [816, 905, 858, 925]
- event-title: ಶ್ರೀ ಧರ್ಮಸ್ಥಳ ಮೇಳ: [23, 326, 125, 338]
- ad-date: ದಿನಾಂಕ 01-02-2025: [301, 321, 356, 328]
- table-cell: 10,00,00,000-00: [472, 1095, 602, 1110]
- schedule-row: [262, 790, 603, 805]
- condition-item: 4) ಅರ್ಜಿದಾರರು ಠೇವಣಿ ಮೊತ್ತವನ್ನು ಡಿ.ಡಿ. ಮೂಲಕ ಪಾವತಿಸತಕ್ಕದ್ದು.: [626, 1008, 916, 1020]
- ad-signature-right: ಸಹಿ/-ಮುಖ್ಯಾಧಿಕಾರಿ, ಪ.ಪಂ. ಕೊರಟಗೆರೆ.: [279, 235, 327, 253]
- ad-note: ಹೆಚ್ಚಿನ ವಿವರಗಳಿಗೆ ನಗರಸಭೆಯ ವೆಬ್‌ಸೈಟ್ www.sindhanurcity.mrc.gov.in ನಲ್ಲಿ ಪಡೆಯಬಹುದು.: [260, 832, 514, 841]
- table-row: [262, 1125, 603, 1140]
- row-number: 2: [625, 677, 639, 718]
- ad-signature: ಸಹಿ/-ಕಾರ್ಯಪಾಲಕ ಇಂಜಿನಿಯರ್, ಲೋಕೋ ಇಲಾಖೆ ಹಾಸನ ವಿಭಾಗ, ಹಾಸನ.: [146, 836, 243, 854]
- ad-signature-left: ಸಹಿ/-(ಶ್ರೀಮತಿ ಮಹಾದೇವಿ ಸಿ. ಗುರುವ) ಮುಖ್ಯಾಧಿಕಾರಿ ಪಟ್ಟಣ ಪಂಚಾಯತ ಮುಳಗುಂದ: [30, 1175, 111, 1199]
- print-registration-marks: [90, 1447, 131, 1455]
- unit-details: 13, 15, 16, 19, 20, 21, 22, 23 (ಪ.ಜಾತಿ-13, 23, ಪ.ಪಂ-16 F.P.O-15, ಸಾಮಾನ್ಯ-19, 20, 21, 22): [705, 799, 774, 849]
- monthly-rent: 1642.00 ಪ್ರತಿ ತಿಂಗಳಿಗೆ: [774, 877, 817, 905]
- table-header: ಖಾತೆ ವಿವರ: [295, 1080, 396, 1095]
- sun-logo-icon: [106, 21, 136, 51]
- rent-limit: 12,678.00: [816, 849, 858, 877]
- ad-bar: ಅಲ್ಪಾವಧಿ ಟೆಂಡರ್ ಪ್ರಕಟಣೆ: [27, 725, 247, 739]
- ad-tumakuru-water: [364, 264, 614, 656]
- ad-state: ಕರ್ನಾಟಕ ಸರ್ಕಾರ: [751, 86, 791, 94]
- ad-body: ಕರ್ನಾಟಕ ಸಾರ್ವಜನಿಕ ಸಂಗ್ರಹಣೆಯಲ್ಲಿ ಪಾರದರ್ಶಕತೆ ಅಧಿನಿಯಮ 1999 ಹಾಗೂ ಇದರ 2000ರ ನಿಯಮಗಳ ಅನ್ವಯ ಕ್ಲಾಸ್ ಟೆಂಡರ್ ಡಾಕ್ಯುಮೆಂಟ್ ಕೆ.ಡಬ್ಲ್ಯು-3 ಹಾಗೂ ಕೆ.ಡಬ್ಲ್ಯು-4 ನಿಯಮದನ್ವಯ ಕರ್ನಾಟಕ ಲೋಕೋಪಯೋಗಿ ಇಲಾಖೆಯಲ್ಲಿ ನೊಂದಾಯಿಸಲ್ಪಟ್ಟ ಅರ್ಹ ವರ್ಗದ ಗುತ್ತಿಗೆದಾರರಿಂದ ಹಾಸನ ವಿಭಾಗ ವ್ಯಾಪ್ತಿಯ ಕಾಮಗಾರಿಗಳಿಗೆ ಇ-ಪ್ರೊಕ್ಯೂರ್‌ಮೆಂಟ್ ಮುಖಾಂತರ ಟೆಂಡರ್ ಆಹ್ವಾನಿಸಲಾಗಿದೆ. ಈ ಟೆಂಡರ್‌ಗಳನ್ನು ಸಲ್ಲಿಸಲು ಕೊನೆಯ ದಿನಾಂಕ 11.02.2025, ಸಂಜೆ 4.00 ಗಂಟೆ ವರೆಗೆ. ಹೆಚ್ಚಿನ ವಿವರಗಳಿಗೆ ಇ-ಪ್ರೊಕ್ಯೂರ್‌ಮೆಂಟ್ ಪೋರ್ಟಲ್ https://kppp.karnataka.gov.in ನಲ್ಲಿ ನೋಡಬಹುದು. ದೂರವಾಣಿ ಸಂಖ್ಯೆ: 08172-268437 ರಲ್ಲಿ ಕಛೇರಿ ವೇಳೆಯಲ್ಲಿ ಪಡೆಯಬಹುದು.: [32, 742, 242, 832]
- monthly-rent: 7854.00 ಪ್ರತಿ ತಿಂಗಳಿಗೆ: [774, 925, 817, 957]
- ad-org: ಪಟ್ಟಣ ಪಂಚಾಯತ ಕಾರ್ಯಾಲಯ, ಮುಳಗುಂದ - 582117: [43, 995, 231, 1005]
- ad-ref: ಸಂ: ಕಾ.ನಿ.ಇಂ/ಲೋ.ಇ/ಕಾ.ವಿ/ಟೆಂಡರ್/ಟಿ-20/2024-25/4028: [625, 108, 780, 116]
- table-cell: 2,50,00,000-00: [472, 1125, 602, 1140]
- schedule-row: [262, 805, 603, 828]
- city-label: ಮಂಗಳೂರು: [872, 38, 912, 49]
- ad-footer: ಮಾ.ಸಾ.ಸ/ಗದಗ/583/ಜಿಮಾಸಸಂಕಾಕ/42/2024-25: [31, 1202, 154, 1211]
- ad-footer: DIPR/MNG/KSMCA/1293/24-25 ದಿ: 01.02.2025: [625, 1054, 771, 1063]
- ad-body: ಮಾಲೂರು ಯೋಜನಾ ಪ್ರಾಧಿಕಾರದ ಕಛೇರಿಯಲ್ಲಿ ಕರ್ನಾಟಕ ನಗರ ಮತ್ತು ಗ್ರಾಮಾಂತರ ಯೋಜನಾ ಕಾಯ್ದೆ 1961 ರ ಕಲಂ 18 ರಡಿಯಲ್ಲಿ ಬಡಾವಣೆ ನಕ್ಷೆ ಅನುಮೋದನೆ ನೀಡಲಾಗಿರುವ ಬಡಾವಣೆಗಳಲ್ಲಿನ ನಿವೇಶನಗಳನ್ನು ಬಹಿರಂಗ ಹರಾಜು ಮೂಲಕ ವಿಲೇವಾರಿ ಮಾಡಲು ಉದ್ದೇಶಿಸಲಾಗಿದೆ. 1) ಟೆಂಡರ್ ಪ್ರಕಟಣೆ ದಿನಾಂಕ: 29.01.2025. 2) ಟೆಂಡರ್ ಫಾರಂ ಪಡೆಯುವ ದಿನಾಂಕ: 01.02.2025 3) ಟೆಂಡರ್ ಸಲ್ಲಿಸಲು ಕೊನೆಯ ದಿನಾಂಕ: 10.02.2025. 4) ಟೆಂಡರ್ ತೆರೆಯುವ ದಿನಾಂಕ: 11.02.2025.: [260, 1026, 604, 1065]
- schedule-number: 4: [262, 805, 276, 828]
- ad-ref: ಸಂಖ್ಯೆ:ಮಾ.ನ.ಯೋ.ಪ್ರಾ/ಟೆಂಡರ್ ಪ್ರಕಟಣೆ/2024-2025: [259, 999, 395, 1007]
- ad-state: ಕರ್ನಾಟಕ ಸರ್ಕಾರ: [228, 288, 268, 296]
- rent-limit: 13,902.00: [816, 779, 858, 799]
- ad-bar: ಟೆಂಡರ್ ಪ್ರಕಟಣೆ: [365, 119, 613, 133]
- monthly-rent: 3806.00 ಪ್ರತಿ ತಿಂಗಳಿಗೆ: [774, 905, 817, 925]
- events-tag: ಯಕ್ಷಗಾನ: [100, 267, 125, 276]
- table-row: [262, 1095, 603, 1110]
- ad-org: ಕೃಷಿ ಉತ್ಪನ್ನ ಮಾರುಕಟ್ಟೆ ಸಮಿತಿ, ಪುತ್ತೂರು: [696, 464, 846, 477]
- ad-date: ದಿನಾಂಕ-01-02-2025: [185, 1059, 244, 1067]
